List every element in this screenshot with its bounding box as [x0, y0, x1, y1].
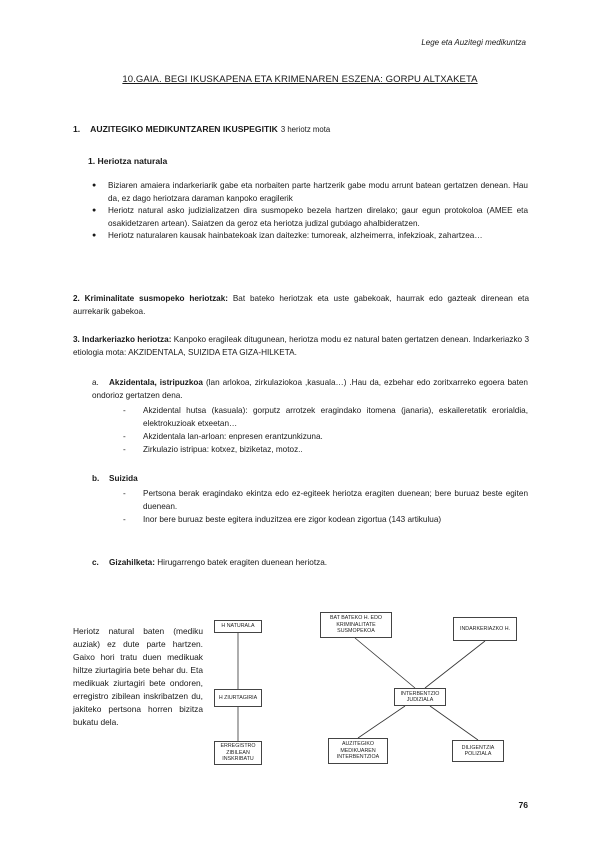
- page-number: 76: [518, 800, 528, 810]
- criminal-suspect-paragraph: 2. Kriminalitate susmopeko heriotzak: Bat bateko heriotzak eta uste gabekoak, haurrak edo gazteak direnean eta aurrekarik gabekoa.: [73, 294, 529, 316]
- diagram-box-forensic-intervention: AUZITEGIKO MEDIKUAREN INTERBENTZIOA: [328, 738, 388, 764]
- natural-death-heading: 1. Heriotza naturala: [88, 156, 168, 166]
- running-header: Lege eta Auzitegi medikuntza: [421, 38, 526, 47]
- list-item: - Zirkulazio istripua: kotxez, biziketaz, motoz..: [123, 443, 528, 456]
- list-item: - Akzidentala lan-arloan: enpresen erantzunkizuna.: [123, 430, 528, 443]
- homicide-letter: c.: [92, 558, 99, 567]
- violent-death-text: Kanpoko eragileak ditugunean, heriotza modu ez natural baten gertatzen denean. Indarkeriazko 3 etiologia mota: AKZIDENTALA, SUIZIDA ETA GIZA-HILKETA.: [73, 335, 529, 357]
- list-item: ● Heriotz naturalaren kausak hainbatekoak izan daitezke: tumoreak, alzheimerra, infekzioak, zahartzea…: [92, 230, 528, 243]
- section-subtitle: 3 heriotz mota: [280, 125, 331, 134]
- homicide-paragraph: c. Gizahilketa: Hirugarrengo batek eragiten duenean heriotza.: [92, 558, 328, 567]
- diagram-box-violent-death: INDARKERIAZKO H.: [453, 617, 517, 641]
- homicide-title: Gizahilketa: [109, 558, 153, 567]
- suicide-letter: b.: [92, 474, 100, 483]
- diagram-box-natural-death: H NATURALA: [214, 620, 262, 633]
- side-explanation: Heriotz natural baten (mediku auziak) ez dute parte hartzen. Gaixo hori tratu duen medikuak hiltze ziurtagiria bete behar du. Eta medikuak ziurtagiri bete ondoren, erregistro zibilean inskribatzen du, jakiteko pertsona horren bizitza bukatu dela.: [73, 626, 203, 727]
- list-item: - Pertsona berak eragindako ekintza edo ez-egiteek heriotza eragiten duenean; bere buruaz beste egiten duenean.: [123, 487, 528, 513]
- diagram-box-civil-registry: ERREGISTRO ZIBILEAN INSKRIBATU: [214, 741, 262, 765]
- list-item: - Akzidental hutsa (kasuala): gorputz arrotzek eragindako itomena (janaria), eskaileretatik erorialdia, elektrokuzioak etxeetan…: [123, 404, 528, 430]
- diagram-box-certificate: H ZIURTAGIRIA: [214, 689, 262, 707]
- suicide-title: Suizida: [109, 474, 138, 483]
- criminal-suspect-text: Bat bateko heriotzak eta uste gabekoak, haurrak edo gazteak direnean eta aurrekarik gabekoa.: [73, 294, 529, 316]
- diagram-box-police-diligence: DILIGENTZIA POLIZIALA: [452, 740, 504, 762]
- accidental-text: (lan arlokoa, zirkulaziokoa ,kasuala…) .Hau da, ezbehar edo zoritxarreko egoera baten ondorioz gertatzen dena.: [92, 378, 528, 400]
- diagram-box-judicial-intervention: INTERBENTZIO JUDIZIALA: [394, 688, 446, 706]
- list-item: ● Biziaren amaiera indarkeriarik gabe eta norbaiten parte hartzerik gabe modu arrunt batean gertatzen denean. Hau da, ez dago heriotzara daraman kanpoko eragilerik: [92, 180, 528, 205]
- accidental-letter: a.: [92, 378, 99, 387]
- section-number: 1.: [73, 124, 81, 134]
- connector-line: [430, 706, 478, 740]
- list-item: - Inor bere buruaz beste egitera induzitzea ere zigor kodean zigortua (143 artikulua): [123, 513, 528, 526]
- violent-death-paragraph: 3. Indarkeriazko heriotza: Kanpoko eragileak ditugunean, heriotza modu ez natural baten gertatzen denean. Indarkeriazko 3 etiologia mota: AKZIDENTALA, SUIZIDA ETA GIZA-HILKETA.: [73, 335, 529, 357]
- diagram-box-sudden-death: BAT BATEKO H. EDO KRIMINALITATE SUSMOPEKOA: [320, 612, 392, 638]
- list-item: ● Heriotz natural asko judizializatzen dira susmopeko bezela hartzen direlako; gaur egun protokoloa (AMEE eta osakidetzaren artean). Saiatzen da geroz eta heriotza judizal gutxiago ahalbideratzen.: [92, 205, 528, 230]
- connector-line: [355, 638, 415, 688]
- connector-line: [358, 706, 405, 738]
- page-title: 10.GAIA. BEGI IKUSKAPENA ETA KRIMENAREN ESZENA: GORPU ALTXAKETA: [122, 74, 478, 85]
- accidental-title: Akzidentala, istripuzkoa: [109, 378, 203, 387]
- homicide-text: Hirugarrengo batek eragiten duenean heriotza.: [157, 558, 328, 567]
- criminal-suspect-label: 2. Kriminalitate susmopeko heriotzak: [73, 294, 226, 303]
- violent-death-label: 3. Indarkeriazko heriotza: [73, 335, 169, 344]
- connector-line: [425, 641, 485, 688]
- section-title: AUZITEGIKO MEDIKUNTZAREN IKUSPEGITIK: [90, 124, 278, 134]
